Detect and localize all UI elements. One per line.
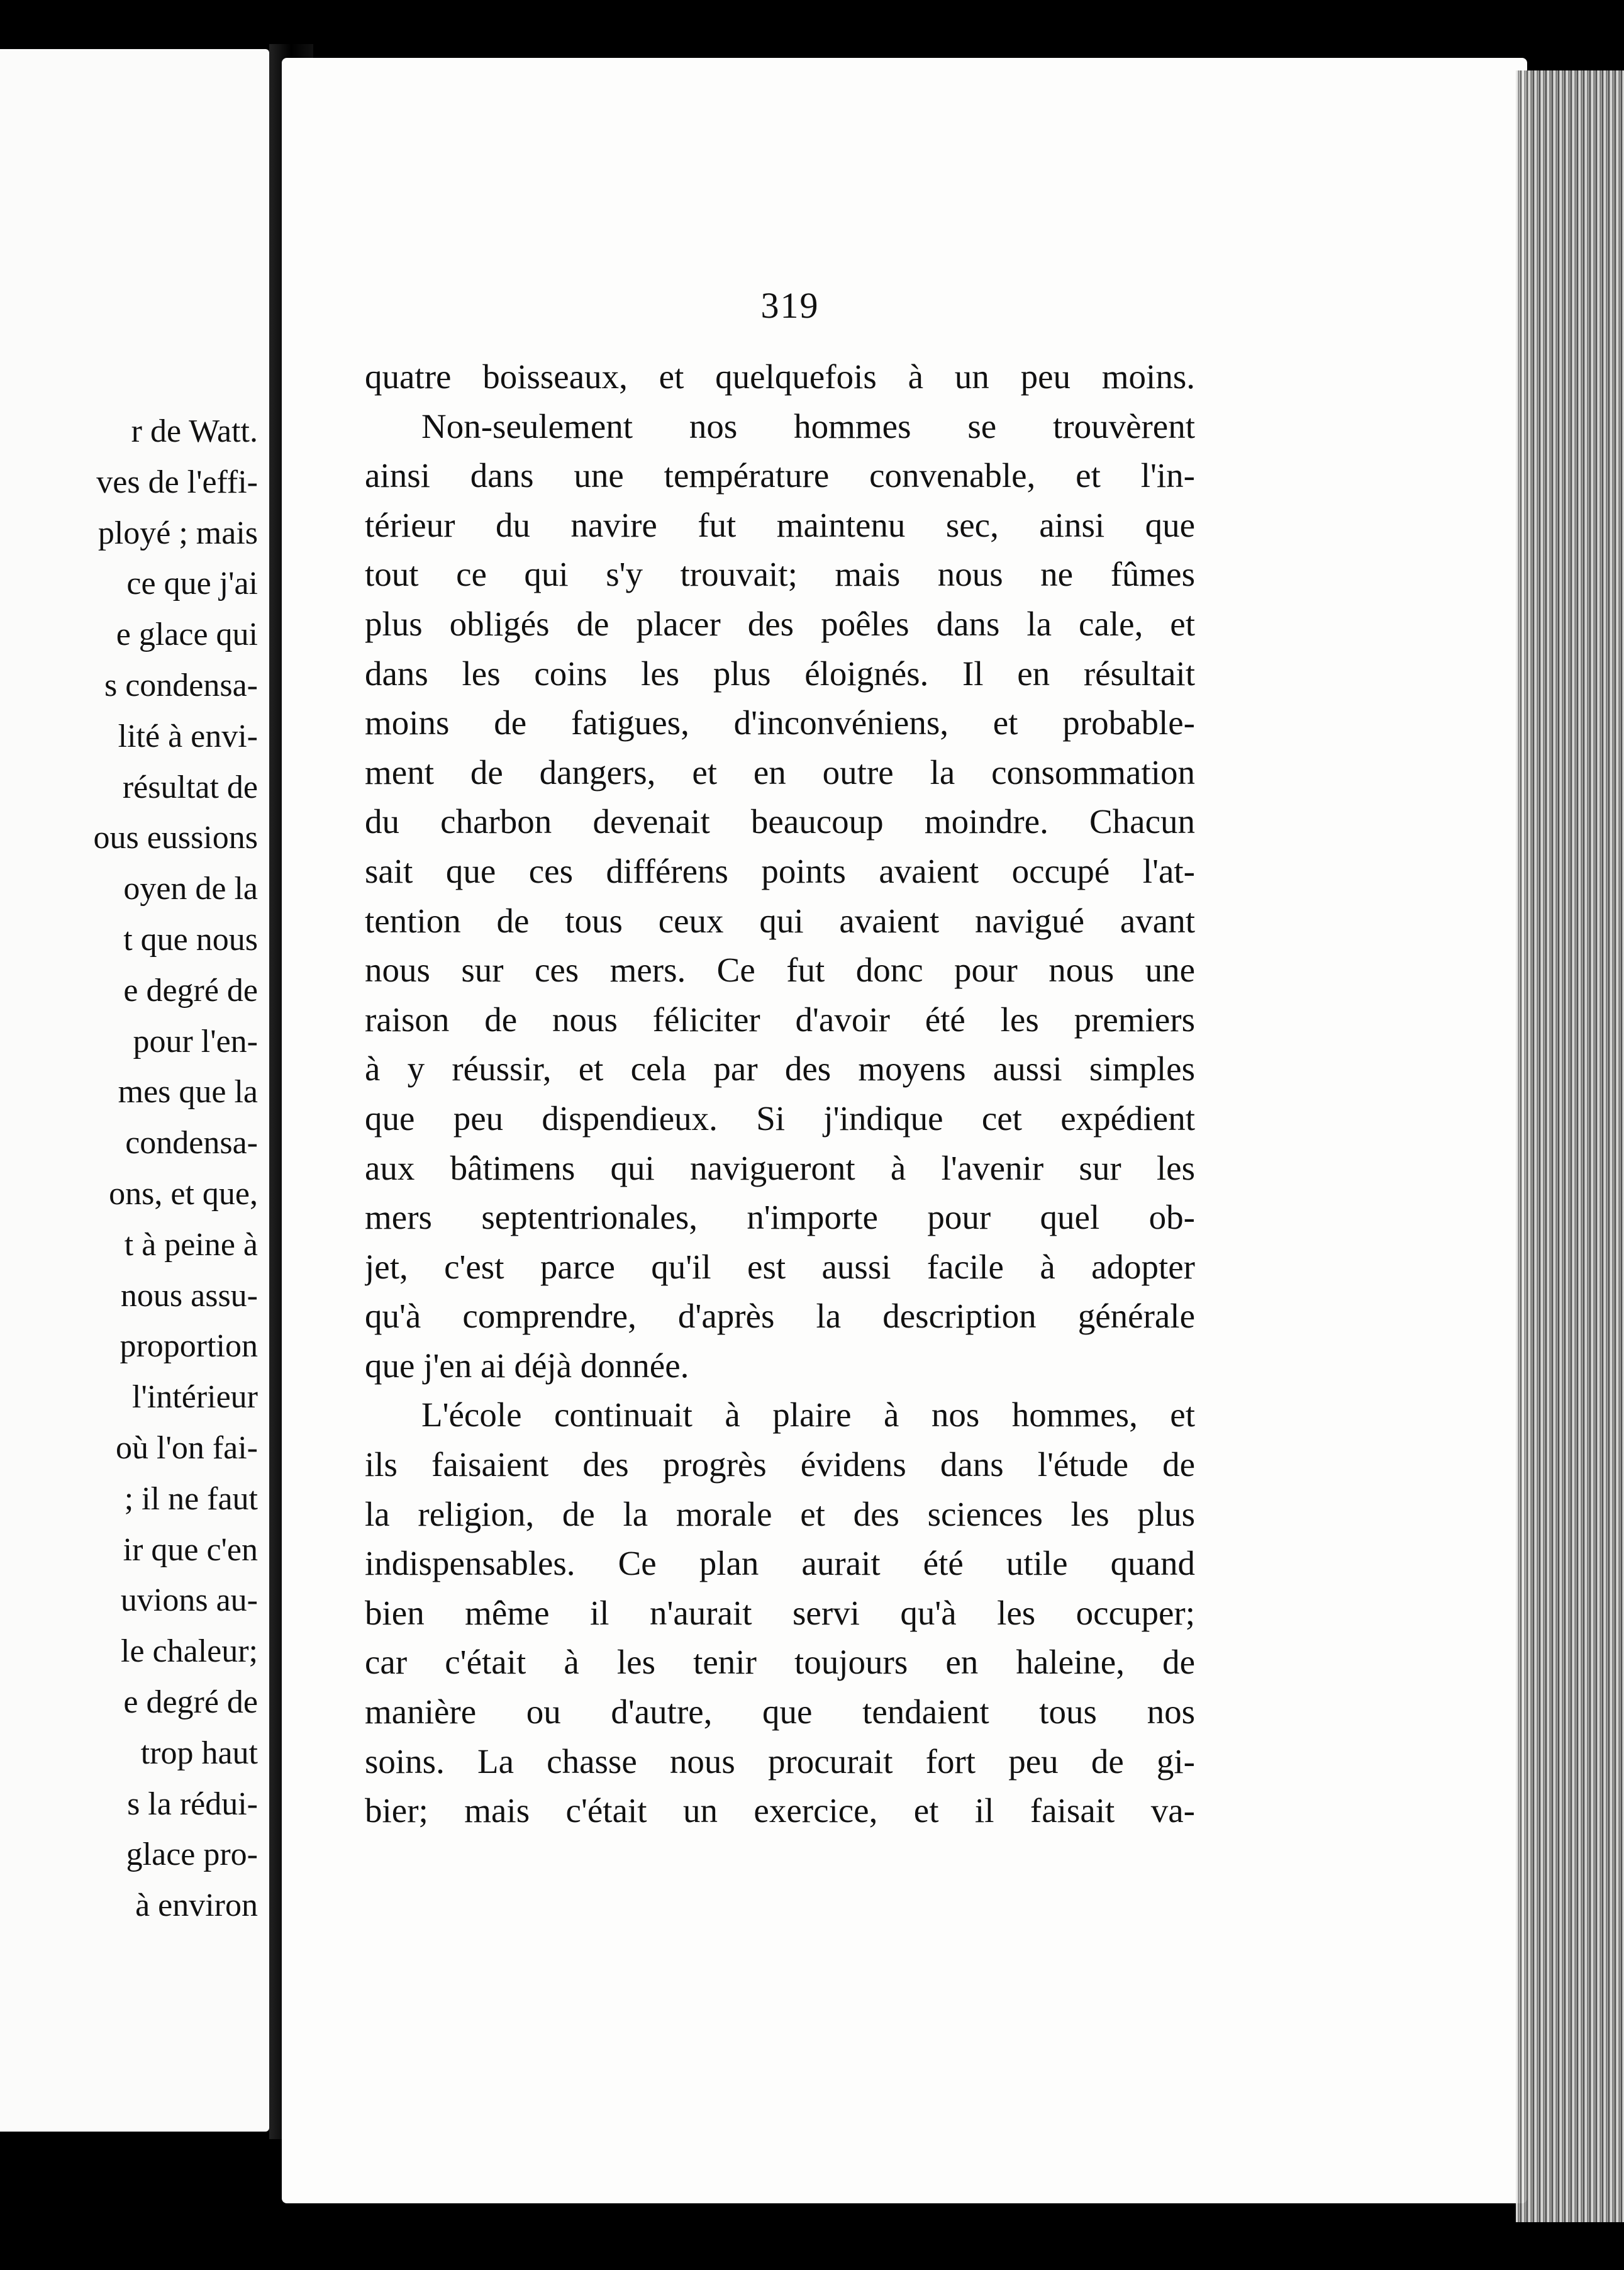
left-page-line: résultat de [122,769,258,805]
left-page-text [0,406,258,1932]
left-page-line: proportion [120,1328,258,1365]
left-page-line: ce que j'ai [126,566,258,602]
text-line: ainsi dans une température convenable, et l'in- [365,456,1195,495]
left-page-line: ons, et que, [109,1175,258,1212]
text-line: manière ou d'autre, que tendaient tous nos [365,1692,1195,1731]
text-line: du charbon devenait beaucoup moindre. Chacun [365,802,1195,841]
left-page-line: s la rédui- [127,1786,258,1822]
left-page-line: mes que la [118,1074,258,1110]
text-line: nous sur ces mers. Ce fut donc pour nous une [365,951,1195,990]
left-page-line: trop haut [140,1735,258,1771]
left-page-line: s condensa- [104,667,258,703]
left-page-line: e glace qui [116,617,258,653]
left-facing-page [0,49,269,2132]
left-page-line: pour l'en- [133,1023,258,1060]
left-page-line: ployé ; mais [97,515,258,551]
left-page-line: à environ [135,1887,258,1924]
text-line: tention de tous ceux qui avaient navigué avant [365,901,1195,940]
left-page-line: t que nous [123,921,258,958]
text-line: que peu dispendieux. Si j'indique cet expédient [365,1099,1195,1138]
left-page-line: oyen de la [123,871,258,907]
left-page-line: condensa- [125,1125,258,1161]
left-page-line: e degré de [123,1684,258,1720]
text-line: mers septentrionales, n'importe pour quel ob- [365,1198,1195,1237]
text-line: indispensables. Ce plan aurait été utile quand [365,1544,1195,1583]
left-page-line: glace pro- [126,1837,258,1873]
text-line: qu'à comprendre, d'après la description générale [365,1297,1195,1336]
left-page-line: t à peine à [124,1226,258,1263]
book-fore-edge [1516,70,1624,2222]
left-page-line: le chaleur; [121,1633,258,1670]
text-line: raison de nous féliciter d'avoir été les premiers [365,1000,1195,1039]
text-line: car c'était à les tenir toujours en haleine, de [365,1643,1195,1682]
text-line: plus obligés de placer des poêles dans la cale, et [365,604,1195,643]
text-line: la religion, de la morale et des sciences les plus [365,1494,1195,1533]
left-page-line: lité à envi- [118,718,258,754]
left-page-line: r de Watt. [131,413,258,449]
text-line: à y réussir, et cela par des moyens aussi simples [365,1049,1195,1088]
text-line: ment de dangers, et en outre la consommation [365,752,1195,791]
text-line: sait que ces différens points avaient occupé l'at- [365,851,1195,890]
right-page-text [365,352,1195,1836]
page-number: 319 [760,285,820,326]
text-line: bien même il n'aurait servi qu'à les occuper; [365,1593,1195,1632]
left-page-line: e degré de [123,972,258,1009]
text-line: soins. La chasse nous procurait fort peu de gi- [365,1742,1195,1781]
left-page-line: ves de l'effi- [96,464,258,500]
text-line: tout ce qui s'y trouvait; mais nous ne fûmes [365,555,1195,594]
left-page-line: ous eussions [93,820,258,856]
left-page-line: uvions au- [120,1582,258,1619]
text-line: L'école continuait à plaire à nos hommes, et [421,1395,1195,1434]
text-line: térieur du navire fut maintenu sec, ainsi que [365,505,1195,544]
left-page-line: ; il ne faut [124,1480,258,1517]
left-page-line: ir que c'en [123,1531,258,1568]
text-line: ils faisaient des progrès évidens dans l'étude de [365,1445,1195,1484]
text-line: bier; mais c'était un exercice, et il faisait va- [365,1791,1195,1830]
left-page-line: où l'on fai- [116,1429,258,1466]
left-page-line: l'intérieur [132,1379,258,1416]
text-line: jet, c'est parce qu'il est aussi facile à adopter [365,1247,1195,1286]
text-line: Non-seulement nos hommes se trouvèrent [421,406,1195,445]
text-line: quatre boisseaux, et quelquefois à un peu moins. [365,357,1195,396]
left-page-line: nous assu- [120,1277,258,1314]
text-line: aux bâtimens qui navigueront à l'avenir sur les [365,1148,1195,1187]
text-line: que j'en ai déjà donnée. [365,1346,689,1385]
text-line: dans les coins les plus éloignés. Il en résultait [365,654,1195,693]
text-line: moins de fatigues, d'inconvéniens, et probable- [365,703,1195,742]
